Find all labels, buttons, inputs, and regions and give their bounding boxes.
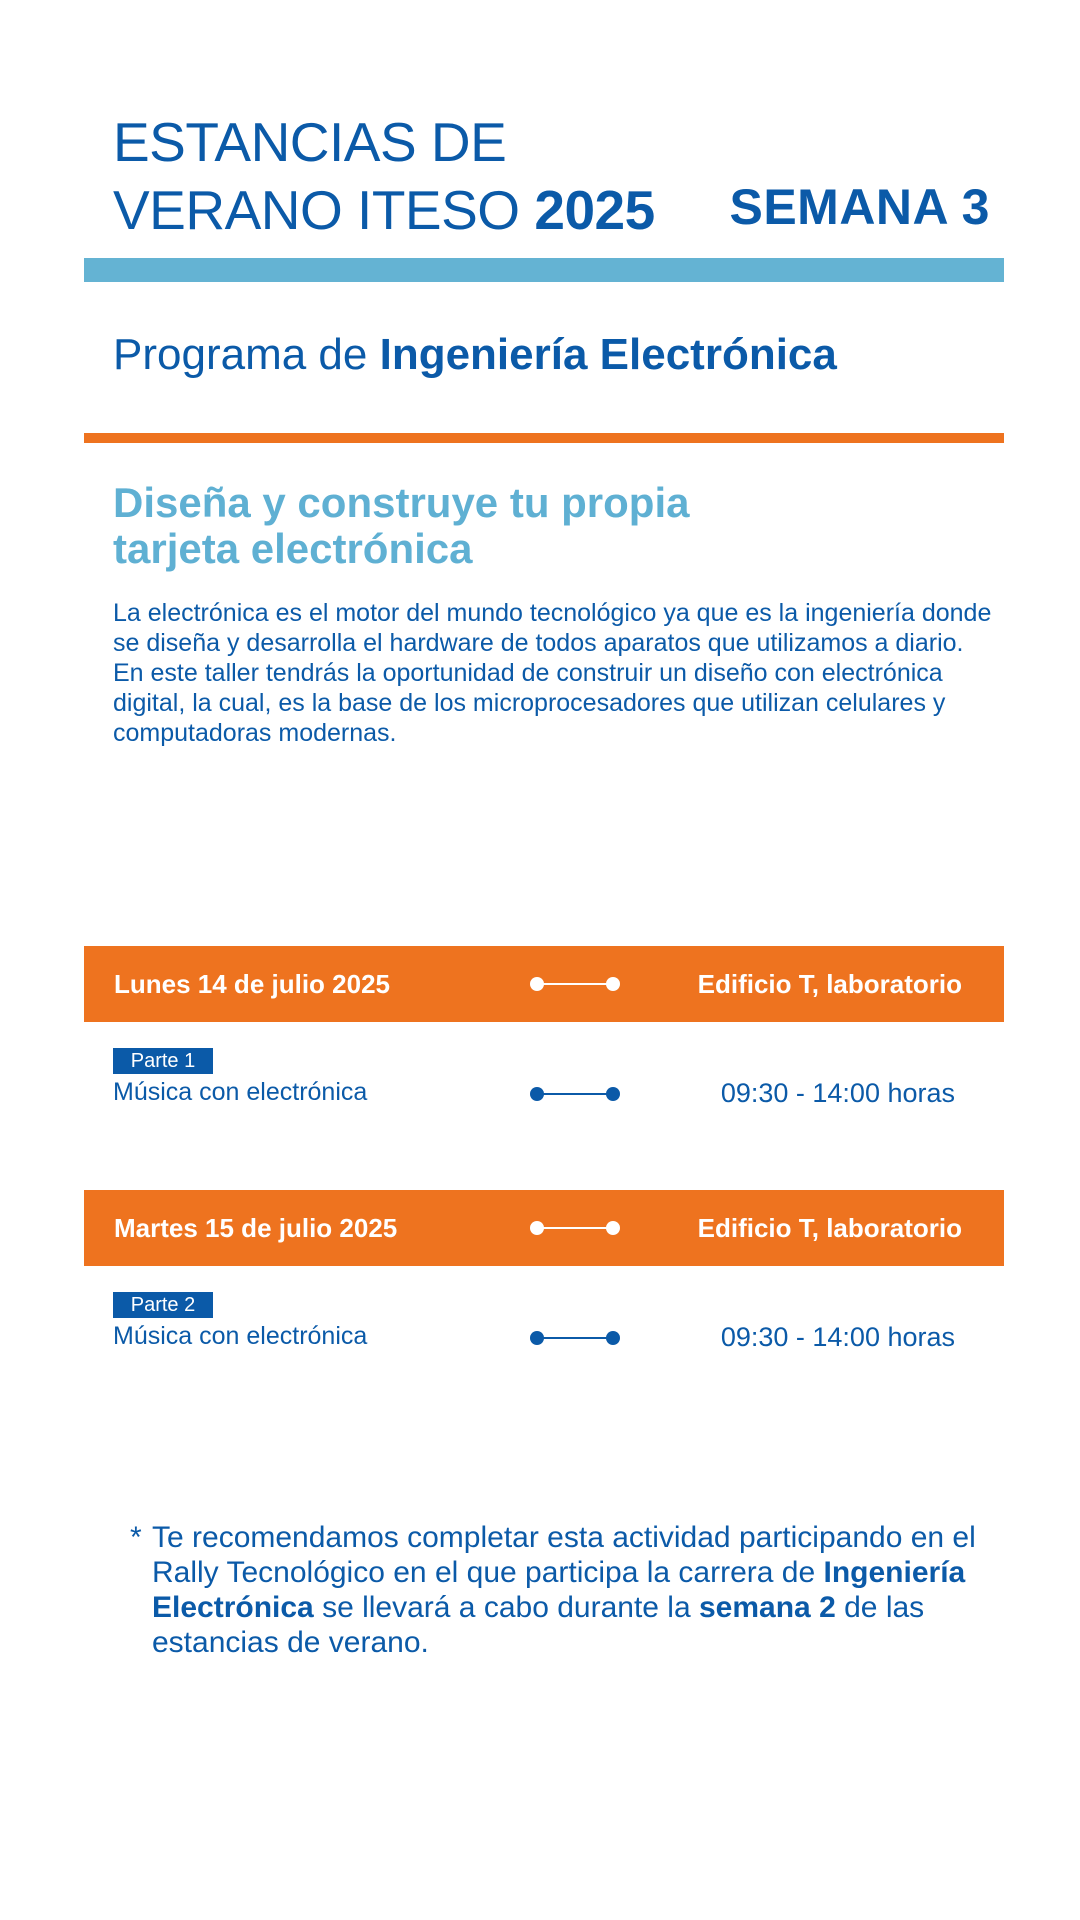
session-2-day: Martes 15 de julio 2025 xyxy=(114,1213,398,1243)
session-2-activity: Música con electrónica xyxy=(113,1322,368,1350)
footnote-bold-week: semana 2 xyxy=(699,1591,836,1624)
footnote-asterisk: * xyxy=(130,1521,142,1554)
program-heading xyxy=(113,330,837,380)
footnote-part-2: se llevará a cabo durante la xyxy=(322,1591,691,1624)
session-2-place: Edificio T, laboratorio xyxy=(697,1213,962,1243)
session-1-day: Lunes 14 de julio 2025 xyxy=(114,969,390,999)
week-label: SEMANA 3 xyxy=(729,179,990,235)
page-title xyxy=(113,108,655,244)
footnote xyxy=(130,1520,990,1660)
footnote-part-1: Te recomendamos completar esta actividad participando en el Rally Tecnológico en el que participa la carrera de xyxy=(152,1521,976,1589)
program-prefix: Programa de xyxy=(113,330,368,379)
connector-icon xyxy=(530,976,620,992)
connector-icon xyxy=(530,1220,620,1236)
footnote-part-3: de las estancias de verano. xyxy=(152,1591,925,1659)
title-line-2-text: VERANO ITESO xyxy=(113,179,520,241)
connector-icon xyxy=(530,1330,620,1346)
program-name: Ingeniería Electrónica xyxy=(379,330,837,379)
session-1-activity: Música con electrónica xyxy=(113,1078,368,1106)
session-1-place: Edificio T, laboratorio xyxy=(697,969,962,999)
session-1-part-badge: Parte 1 xyxy=(113,1048,213,1074)
session-2-hours: 09:30 - 14:00 horas xyxy=(720,1322,955,1352)
title-line-1: ESTANCIAS DE xyxy=(113,111,507,173)
footnote-bold-program: Ingeniería Electrónica xyxy=(152,1556,966,1624)
footnote-text xyxy=(152,1520,990,1660)
connector-icon xyxy=(530,1086,620,1102)
session-2-part-badge: Parte 2 xyxy=(113,1292,213,1318)
session-2-day-bar xyxy=(84,1190,1004,1266)
workshop-description: La electrónica es el motor del mundo tecnológico ya que es la ingeniería donde se diseña y desarrolla el hardware de todos aparatos que utilizamos a diario. En este taller tendrás la oportunidad de construir un diseño con electrónica digital, la cual, es la base de los microprocesadores que utilizan celulares y computadoras modernas. xyxy=(113,599,992,747)
session-1-day-bar xyxy=(84,946,1004,1022)
header-divider-blue xyxy=(84,258,1004,282)
workshop-title-line-2: tarjeta electrónica xyxy=(113,525,473,572)
title-year: 2025 xyxy=(534,179,655,241)
section-divider-orange xyxy=(84,433,1004,443)
title-line-2 xyxy=(113,176,655,244)
workshop-title-line-1: Diseña y construye tu propia xyxy=(113,479,690,526)
session-1-hours: 09:30 - 14:00 horas xyxy=(720,1078,955,1108)
workshop-title xyxy=(113,480,913,572)
